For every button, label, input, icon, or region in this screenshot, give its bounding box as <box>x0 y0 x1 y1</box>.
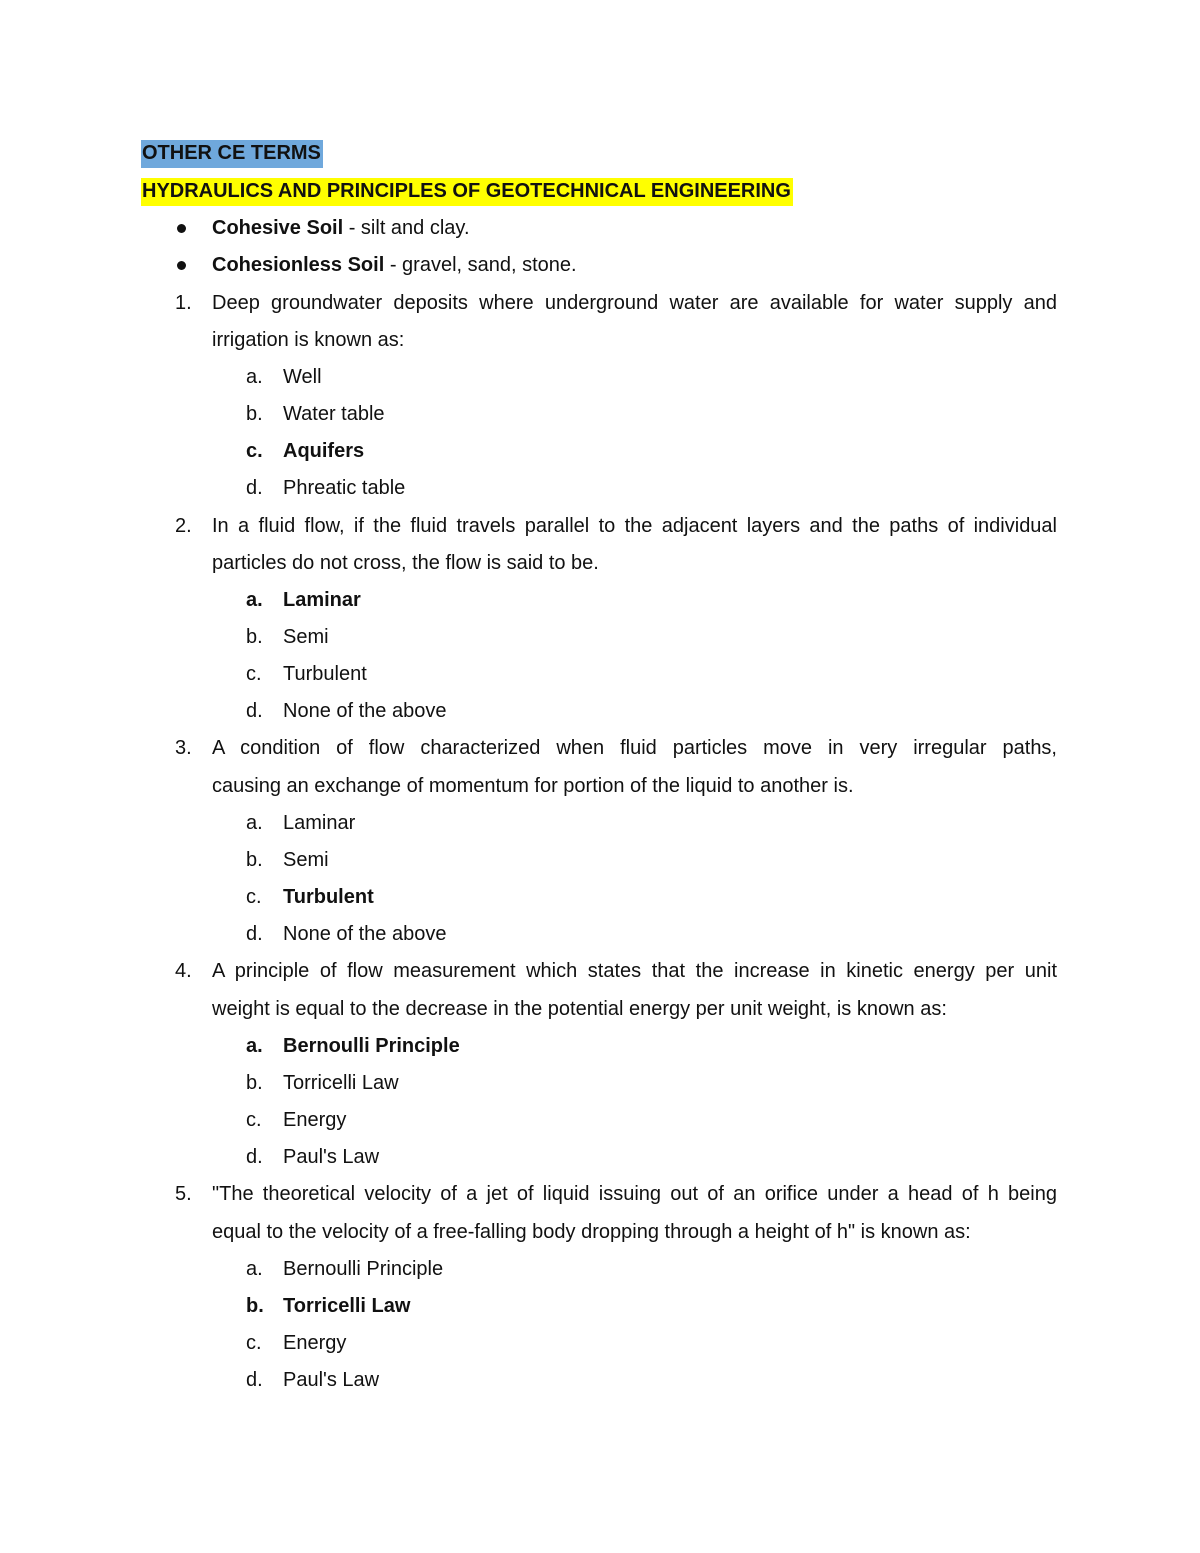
option-text: Well <box>283 366 322 388</box>
question-text-line: causing an exchange of momentum for portion of the liquid to another is. <box>212 775 854 797</box>
option-letter-correct: a. <box>246 1035 263 1057</box>
option-text: Torricelli Law <box>283 1072 399 1094</box>
option-letter: d. <box>246 700 263 722</box>
question-number: 4. <box>175 960 192 982</box>
option-text: Turbulent <box>283 663 367 685</box>
option-letter: a. <box>246 812 263 834</box>
option-text: None of the above <box>283 923 447 945</box>
question-number: 3. <box>175 737 192 759</box>
option-letter: c. <box>246 663 262 685</box>
option-text: None of the above <box>283 700 447 722</box>
option-letter: a. <box>246 366 263 388</box>
option-text-correct: Laminar <box>283 589 361 611</box>
option-text: Energy <box>283 1332 347 1354</box>
bullet-definition: - silt and clay. <box>343 217 470 239</box>
option-text: Paul's Law <box>283 1369 380 1391</box>
question-text-line: In a fluid flow, if the fluid travels parallel to the adjacent layers and the paths of individual <box>212 515 1057 537</box>
bullet-dot-icon <box>177 261 186 270</box>
option-letter: d. <box>246 923 263 945</box>
option-letter: b. <box>246 626 263 648</box>
question-text-line: A condition of flow characterized when fluid particles move in very irregular paths, <box>212 737 1057 759</box>
option-text-correct: Torricelli Law <box>283 1295 411 1317</box>
question-text-line: equal to the velocity of a free-falling body dropping through a height of h" is known as: <box>212 1221 971 1243</box>
option-letter: c. <box>246 1109 262 1131</box>
option-text-correct: Bernoulli Principle <box>283 1035 460 1057</box>
option-letter-correct: c. <box>246 440 263 462</box>
document-title: OTHER CE TERMS <box>141 140 323 168</box>
option-text: Energy <box>283 1109 347 1131</box>
option-text: Paul's Law <box>283 1146 380 1168</box>
option-letter: b. <box>246 849 263 871</box>
question-number: 2. <box>175 515 192 537</box>
question-text-line: particles do not cross, the flow is said to be. <box>212 552 599 574</box>
bullet-term: Cohesionless Soil <box>212 254 385 276</box>
option-letter: b. <box>246 403 263 425</box>
option-text: Semi <box>283 626 329 648</box>
option-letter: d. <box>246 477 263 499</box>
bullet-dot-icon <box>177 224 186 233</box>
option-letter: d. <box>246 1369 263 1391</box>
question-text-line: weight is equal to the decrease in the potential energy per unit weight, is known as: <box>212 998 947 1020</box>
question-number: 1. <box>175 292 192 314</box>
option-text: Bernoulli Principle <box>283 1258 444 1280</box>
option-text: Water table <box>283 403 385 425</box>
option-text-correct: Aquifers <box>283 440 365 462</box>
option-letter: c. <box>246 886 262 908</box>
question-text-line: Deep groundwater deposits where underground water are available for water supply and <box>212 292 1057 314</box>
option-text-correct: Turbulent <box>283 886 374 908</box>
option-letter: c. <box>246 1332 262 1354</box>
question-number: 5. <box>175 1183 192 1205</box>
section-heading: HYDRAULICS AND PRINCIPLES OF GEOTECHNICAL ENGINEERING <box>141 178 793 206</box>
question-text-line: A principle of flow measurement which states that the increase in kinetic energy per unit <box>212 960 1057 982</box>
option-letter: a. <box>246 1258 263 1280</box>
bullet-term: Cohesive Soil <box>212 217 344 239</box>
option-letter-correct: a. <box>246 589 263 611</box>
option-text: Laminar <box>283 812 356 834</box>
option-letter: b. <box>246 1072 263 1094</box>
bullet-definition: - gravel, sand, stone. <box>384 254 577 276</box>
option-text: Phreatic table <box>283 477 406 499</box>
question-text-line: irrigation is known as: <box>212 329 405 351</box>
option-letter-correct: b. <box>246 1295 264 1317</box>
option-letter: d. <box>246 1146 263 1168</box>
option-text: Semi <box>283 849 329 871</box>
question-text-line: "The theoretical velocity of a jet of liquid issuing out of an orifice under a head of h being <box>212 1183 1057 1205</box>
